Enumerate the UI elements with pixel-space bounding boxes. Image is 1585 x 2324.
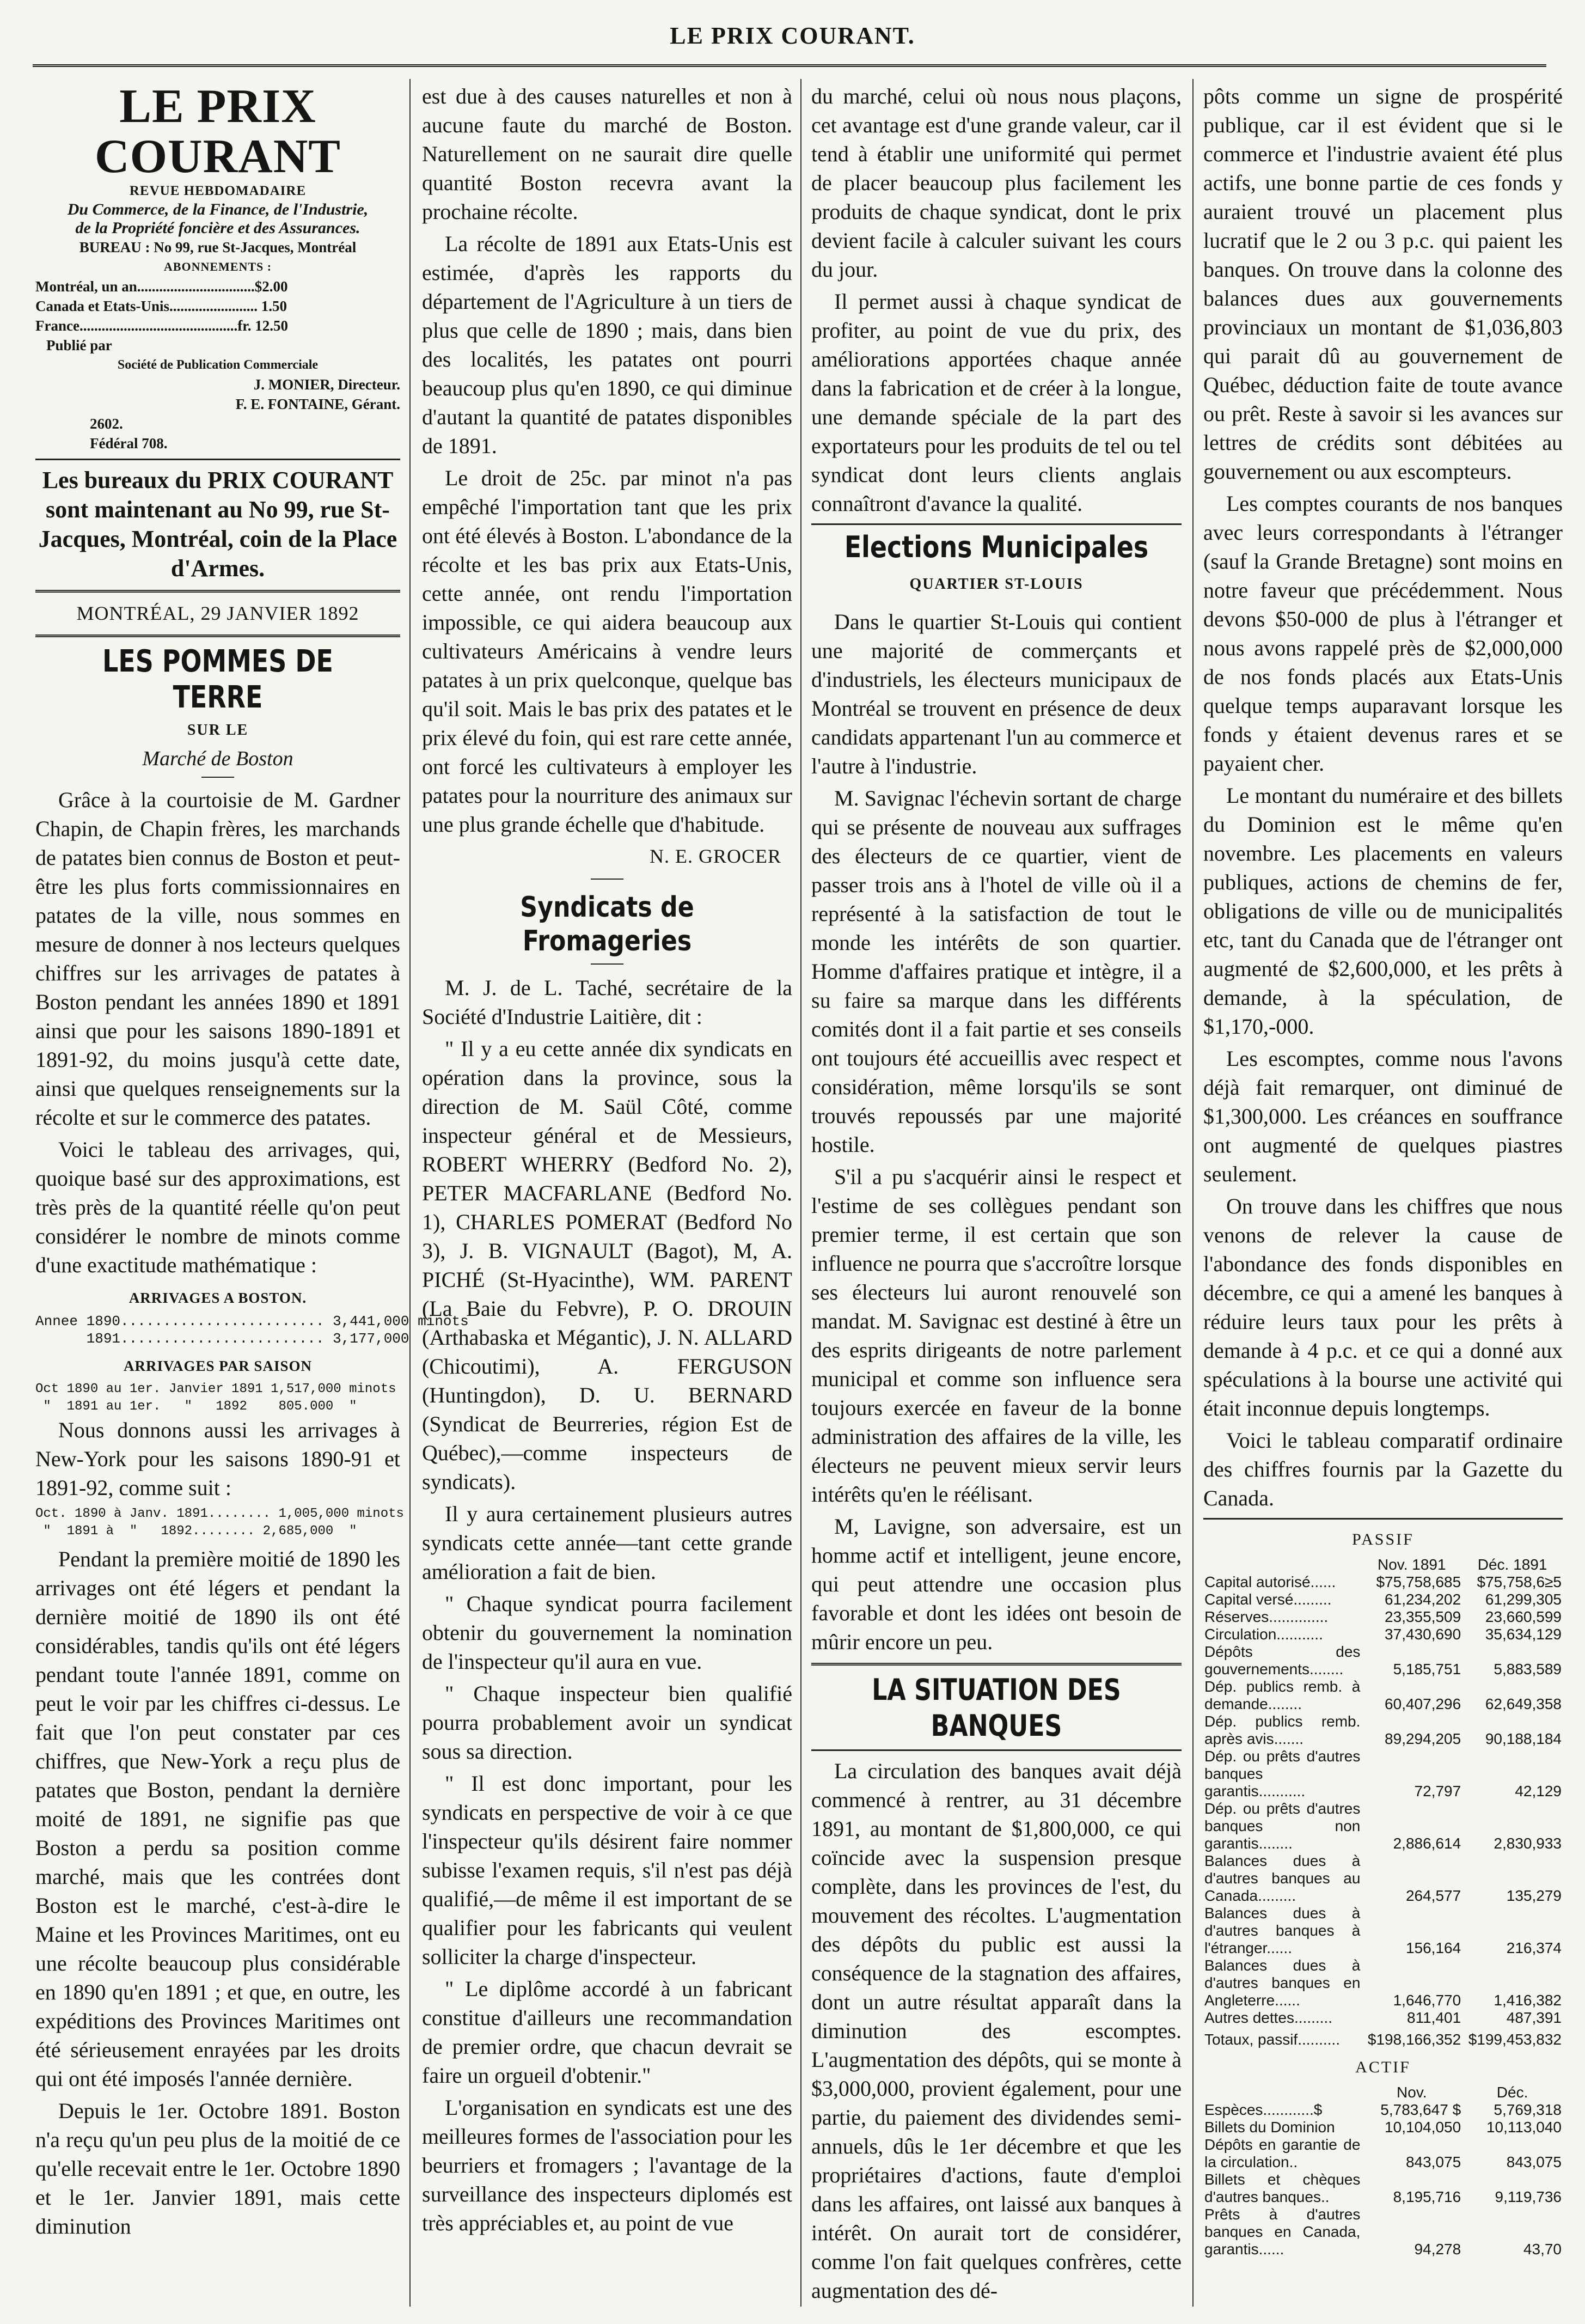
cell-value: 156,164	[1405, 1939, 1461, 1956]
paragraph: L'organisation en syndicats est une des meilleures formes de l'association pour les beurriers et fromagers ; l'avantage de la surveillance des inspecteurs diplomés est très appréciables et, au point de vue	[422, 2095, 792, 2235]
cell-value: 23,660,599	[1485, 1608, 1562, 1625]
paragraph: " Il est donc important, pour les syndicats en perspective de voir à ce que l'inspecteur qu'ils désirent faire nommer subisse l'examen requis, s'il n'est pas déjà qualifié,—de même il est important de se qualifier pour les fabricants qui veulent solliciter la charge d'inspecteur.	[422, 1771, 792, 1969]
article-title: LA SITUATION DES BANQUES	[872, 1673, 1121, 1743]
row-label: Balances dues à d'autres banques en Angleterre......	[1204, 1957, 1361, 2009]
column-divider	[409, 79, 411, 2307]
column-2	[422, 82, 792, 2304]
cell-value: 2,886,614	[1393, 1835, 1461, 1852]
paragraph: La circulation des banques avait déjà commencé à rentrer, au 31 décembre 1891, au montant de $1,800,000, ce qui coïncide avec la suspension presque complète, dans les provinces de l'est, du mouvement des récoltes. L'augmentation des dépôts du public est aussi la conséquence de la stagnation des affaires, dont un autre résultat apparaît dans la diminution des escomptes. L'augmentation des dépôts, qui se monte à $3,000,000, provient également, pour une partie, du paiement des dividendes semi-annuels, dûs le 1er décembre et que les propriétaires d'actions, faute d'emploi dans les affaires, ont laissé aux banques à intérêt. On aurait tort de considérer, comme l'on fait quelques confrères, cette augmentation des dé-	[811, 1759, 1182, 2303]
divider	[811, 1663, 1182, 1666]
table-row	[1203, 1573, 1563, 1591]
row-label: Prêts à d'autres banques en Canada, garantis......	[1204, 2206, 1361, 2258]
dateline: MONTRÉAL, 29 JANVIER 1892	[76, 602, 359, 624]
cell-value: 94,278	[1414, 2241, 1461, 2258]
table-header-row	[1203, 2084, 1563, 2101]
column-3	[811, 82, 1182, 2304]
publisher-label: Publié par	[46, 337, 112, 353]
paragraph: Le montant du numéraire et des billets du Dominion est le même qu'en novembre. Les placements en valeurs publiques, actions de chemins de fer, obligations de ville ou de municipalités etc, tant du Canada que de l'étranger ont augmenté de $2,600,000, et les prêts à demande, à la spéculation, de $1,170,-000.	[1203, 783, 1563, 1039]
column-divider	[800, 79, 801, 2307]
subscription-rate: Canada et Etats-Unis........................ 1.50	[35, 298, 287, 314]
row-label: Dép. ou prêts d'autres banques non garantis........	[1204, 1800, 1361, 1852]
row-label: Capital versé.........	[1204, 1591, 1332, 1608]
masthead-tagline: Du Commerce, de la Finance, de l'Industrie,	[67, 200, 369, 218]
row-label: Dép. publics remb. après avis.......	[1204, 1713, 1361, 1747]
row-label: Réserves..............	[1204, 1608, 1329, 1625]
director-name: J. MONIER, Directeur.	[253, 376, 400, 393]
paragraph: M. J. de L. Taché, secrétaire de la Société d'Industrie Laitière, dit :	[422, 975, 792, 1029]
paragraph: S'il a pu s'acquérir ainsi le respect et l'estime de ses collègues pendant son premier terme, il est certain que son influence ne pourra que s'accroître lorsque ses électeurs lui auront renouvelé son mandat. M. Savignac est destiné à être un des esprits dirigeants de notre parlement municipal et comme son influence sera toujours exercée en faveur de la bonne administration des affaires de la ville, les électeurs ne peuvent mieux servir leurs intérêts qu'en le réélisant.	[811, 1164, 1182, 1506]
table-row	[1203, 1852, 1563, 1905]
paragraph: On trouve dans les chiffres que nous venons de relever la cause de l'abondance des fonds disponibles en décembre, ce qui a amené les banques à réduire leurs taux pour les prêts à demande à 4 p.c. et ce qui a donné aux spéculations à la bourse une activité qui était inconnue depuis longtemps.	[1203, 1194, 1563, 1420]
cell-value: 43,70	[1523, 2241, 1562, 2258]
divider	[591, 879, 623, 880]
column-1	[35, 80, 469, 2304]
cell-value: 8,195,716	[1393, 2188, 1461, 2205]
cell-value: 89,294,205	[1385, 1730, 1461, 1747]
table-row	[1203, 2119, 1563, 2136]
paragraph: " Il y a eu cette année dix syndicats en opération dans la province, sous la direction de M. Saül Côté, comme inspecteur général et de Messieurs, ROBERT WHERRY (Bedford No. 2), PETER MACFARLANE (Bedford No. 1), CHARLES POMERAT (Bedford No 3), J. B. VIGNAULT (Bagot), M, A. PICHÉ (St-Hyacinthe), WM. PARENT (La Baie du Febvre), P. O. DROUIN (Arthabaska et Mégantic), J. N. ALLARD (Chicoutimi), A. FERGUSON (Huntingdon), D. U. BERNARD (Syndicat de Beurreries, région Est de Québec),—comme inspecteurs de syndicats).	[422, 1036, 792, 1494]
column-divider	[1192, 79, 1194, 2307]
cell-value: 37,430,690	[1385, 1626, 1461, 1643]
table-row	[1203, 1626, 1563, 1643]
top-rule	[33, 64, 1546, 67]
paragraph: La récolte de 1891 aux Etats-Unis est estimée, d'après les rapports du département de l'Agriculture à un tiers de plus que celle de 1890 ; mais, dans bien des localités, les patates ont pourri beaucoup plus qu'en 1890, ce qui diminue d'autant la quantité de patates disponibles de 1891.	[422, 231, 792, 458]
row-label: Capital autorisé......	[1204, 1573, 1336, 1590]
table-header-row	[1203, 1556, 1563, 1573]
table-heading: ARRIVAGES A BOSTON.	[128, 1290, 307, 1306]
paragraph: du marché, celui où nous nous plaçons, cet avantage est d'une grande valeur, car il tend à établir une uniformité qui permet de placer beaucoup plus facilement les produits de chaque syndicat, dont le prix devient facile à calculer suivant les cours du jour.	[811, 84, 1182, 282]
table-row: " 1891 au 1er. " 1892 805.000 "	[35, 1399, 357, 1414]
paragraph: Depuis le 1er. Octobre 1891. Boston n'a reçu qu'un peu plus de la moitié de ce qu'elle recevait entre le 1er. Octobre 1890 et le 1er. Janvier 1891, mais cette diminution	[35, 2099, 400, 2238]
masthead-subtitle: REVUE HEBDOMADAIRE	[129, 184, 307, 198]
divider	[591, 963, 623, 965]
paragraph: Grâce à la courtoisie de M. Gardner Chapin, de Chapin frères, les marchands de patates bien connus de Boston et peut-être les plus forts commissionnaires en patates de la ville, nous sommes en mesure de donner à nos lecteurs quelques chiffres sur les arrivages de patates à Boston pendant les années 1890 et 1891 ainsi que pour les saisons 1890-1891 et 1891-92, du moins jusqu'à cette date, ainsi que quelques renseignements sur la récolte et sur le commerce des patates.	[35, 788, 400, 1130]
total-label: Totaux, passif..........	[1204, 2031, 1340, 2048]
masthead-title: LE PRIX COURANT	[95, 80, 341, 183]
divider	[811, 1749, 1182, 1751]
paragraph: Pendant la première moitié de 1890 les arrivages ont été légers et pendant la dernière moitié de 1890 ils ont été considérables, tandis qu'ils ont été légers pendant toute l'année 1891, comme on peut le voir par les chiffres ci-dessus. Le fait que l'on peut constater par ces chiffres, que New-York a reçu plus de patates que Boston, pendant la dernière moité de 1891, ne signifie pas que Boston a perdu sa position comme marché, mais que les contrées dont Boston est le marché, c'est-à-dire le Maine et les Provinces Maritimes, ont eu une récolte beaucoup plus considérable en 1890 qu'en 1891 ; et que, en outre, les expéditions des Provinces Maritimes ont été sérieusement enrayées par les droits qui ont été imposés l'année dernière.	[35, 1547, 400, 2091]
paragraph: Les escomptes, comme nous l'avons déjà fait remarquer, ont diminué de $1,300,000. Les créances en souffrance ont augmenté de quelques piastres seulement.	[1203, 1046, 1563, 1186]
cell-value: 5,783,647 $	[1380, 2101, 1461, 2118]
cell-value: 72,797	[1414, 1783, 1461, 1800]
total-value: $198,166,352	[1367, 2031, 1461, 2048]
abonnements-label: ABONNEMENTS :	[163, 260, 272, 273]
cell-value: 10,113,040	[1486, 2119, 1562, 2136]
divider	[35, 590, 400, 593]
paragraph: " Le diplôme accordé à un fabricant constitue d'ailleurs une recommandation de premier ordre, que chacun devrait se faire un orgueil d'obtenir."	[422, 1977, 792, 2088]
row-label: Balances dues à d'autres banques à l'étranger......	[1204, 1905, 1361, 1956]
row-label: Dép. publics remb. à demande........	[1204, 1678, 1361, 1712]
table-row	[1203, 1957, 1563, 2009]
telephone-number: Fédéral 708.	[90, 435, 168, 452]
paragraph: Il y aura certainement plusieurs autres syndicats cette année—tant cette grande amélioration a fait de bien.	[422, 1502, 792, 1584]
article-title: LES POMMES DE TERRE	[102, 644, 333, 715]
cell-value: 843,075	[1405, 2154, 1461, 2170]
column-4	[1203, 82, 1563, 2304]
table-row: Annee 1890........................ 3,441,000 minots	[35, 1313, 469, 1329]
paragraph: Le droit de 25c. par minot n'a pas empêché l'importation tant que les prix ont été élevés à Boston. L'abondance de la récolte et les bas prix aux Etats-Unis, cette année, ont rendu l'importation impossible, ce qui aidera beaucoup aux cultivateurs Américains à vendre leurs patates à un prix quelconque, quelque bas qu'il soit. Mais le bas prix des patates et le prix élevé du foin, qui est rare cette année, ont forcé les cultivateurs à employer les patates pour la nourriture des animaux sur une plus grande échelle que d'habitude.	[422, 466, 792, 837]
table-row: " 1891 à " 1892........ 2,685,000 "	[35, 1524, 357, 1539]
cell-value: 487,391	[1506, 2009, 1562, 2026]
paragraph: M. Savignac l'échevin sortant de charge qui se présente de nouveau aux suffrages des électeurs de ce quartier, vient de passer trois ans à l'hotel de ville où il a représenté à la satisfaction de tout le monde les intérêts de son quartier. Homme d'affaires pratique et intègre, il a su faire sa marque dans les différents comités dont il a fait partie et ses conseils ont toujours été accueillis avec respect et considération, même lorsqu'ils se sont trouvés repoussés par une majorité hostile.	[811, 786, 1182, 1157]
row-label: Autres dettes.........	[1204, 2009, 1332, 2026]
article-title: Syndicats de Fromageries	[520, 891, 694, 957]
row-label: Espèces............$	[1204, 2101, 1323, 2118]
table-row	[1203, 1905, 1563, 1957]
office-notice: Les bureaux du PRIX COURANT sont maintenant au No 99, rue St-Jacques, Montréal, coin de la Place d'Armes.	[38, 467, 397, 582]
divider	[201, 777, 234, 778]
row-label: Dép. ou prêts d'autres banques garantis...........	[1204, 1748, 1361, 1800]
page-running-header: LE PRIX COURANT.	[670, 22, 915, 49]
cell-value: 2,830,933	[1494, 1835, 1562, 1852]
table-row	[1203, 2101, 1563, 2119]
column-header: Déc.	[1496, 2084, 1528, 2101]
actif-table	[1203, 2084, 1563, 2258]
table-row	[1203, 1643, 1563, 1678]
cell-value: $75,758,6≥5	[1477, 1573, 1562, 1590]
cell-value: 62,649,358	[1485, 1695, 1562, 1712]
divider	[35, 635, 400, 637]
paragraph: pôts comme un signe de prospérité publique, car il est évident que si le commerce et l'industrie avaient été plus actifs, une bonne partie de ces fonds y auraient trouvé un placement plus lucratif que le 2 ou 3 p.c. qui paient les banques. On trouve dans la colonne des balances dues aux gouvernements provinciaux un montant de $1,036,803 qui parait dû au gouvernement de Québec, déduction faite de toute avance ou prêt. Reste à savoir si les avances sur lettres de crédits sont débitées au gouvernement ou aux escompteurs.	[1203, 84, 1563, 484]
article-title: Elections Municipales	[844, 530, 1149, 564]
masthead-bureau: BUREAU : No 99, rue St-Jacques, Montréal	[79, 239, 357, 255]
cell-value: 5,185,751	[1393, 1661, 1461, 1678]
masthead-tagline: de la Propriété foncière et des Assurances.	[75, 219, 360, 237]
row-label: Billets du Dominion	[1204, 2119, 1335, 2136]
cell-value: 811,401	[1407, 2009, 1461, 2026]
table-row	[1203, 2206, 1563, 2258]
table-row	[1203, 1678, 1563, 1713]
cell-value: $75,758,685	[1376, 1573, 1461, 1590]
article-signature: N. E. GROCER	[649, 845, 781, 867]
row-label: Dépôts en garantie de la circulation..	[1204, 2136, 1361, 2170]
paragraph: est due à des causes naturelles et non à aucune faute du marché de Boston. Naturellement on ne saurait dire quelle quantité Boston recevra avant la prochaine récolte.	[422, 84, 792, 224]
divider	[811, 523, 1182, 525]
paragraph: " Chaque syndicat pourra facilement obtenir du gouvernement la nomination de l'inspecteur qu'il aura en vue.	[422, 1591, 792, 1674]
passif-table	[1203, 1556, 1563, 2048]
table-row	[1203, 1748, 1563, 1800]
publisher-name: Société de Publication Commerciale	[117, 358, 319, 372]
table-row	[1203, 2136, 1563, 2171]
row-label: Dépôts des gouvernements........	[1204, 1643, 1361, 1678]
article-subtitle: QUARTIER ST-LOUIS	[909, 576, 1084, 593]
table-row	[1203, 1713, 1563, 1748]
article-subtitle: Marché de Boston	[142, 747, 293, 770]
divider	[1203, 1518, 1563, 1520]
telephone-number: 2602.	[90, 416, 123, 432]
paragraph: " Chaque inspecteur bien qualifié pourra probablement avoir un syndicat sous sa direction.	[422, 1681, 792, 1764]
paragraph: Nous donnons aussi les arrivages à New-York pour les saisons 1890-91 et 1891-92, comme suit :	[35, 1418, 400, 1500]
paragraph: Voici le tableau des arrivages, qui, quoique basé sur des approximations, est très près de la quantité réelle qu'on peut considérer le nombre de minots comme d'une exactitude mathématique :	[35, 1137, 400, 1277]
table-row: Oct 1890 au 1er. Janvier 1891 1,517,000 minots	[35, 1382, 396, 1396]
table-row	[1203, 2009, 1563, 2027]
table-row: Oct. 1890 à Janv. 1891........ 1,005,000 minots	[35, 1506, 404, 1521]
row-label: Billets et chèques d'autres banques..	[1204, 2171, 1361, 2205]
cell-value: 135,279	[1506, 1887, 1562, 1904]
table-row	[1203, 1591, 1563, 1608]
paragraph: Il permet aussi à chaque syndicat de profiter, au point de vue du prix, des améliorations apportées chaque année dans la fabrication et de créer à la longue, une demande spéciale de la part des exportateurs pour les produits de tel ou tel syndicat dont leurs clients anglais connaîtront d'avance la qualité.	[811, 289, 1182, 516]
cell-value: 5,883,589	[1494, 1661, 1562, 1678]
manager-name: F. E. FONTAINE, Gérant.	[235, 396, 400, 412]
divider	[35, 459, 400, 460]
passif-title: PASSIF	[1352, 1530, 1414, 1548]
cell-value: 264,577	[1405, 1887, 1461, 1904]
column-header: Nov. 1891	[1378, 1556, 1446, 1573]
cell-value: 23,355,509	[1385, 1608, 1461, 1625]
cell-value: 9,119,736	[1495, 2188, 1562, 2205]
article-subtitle: SUR LE	[187, 722, 249, 739]
cell-value: 35,634,129	[1485, 1626, 1562, 1643]
subscription-rate: Montréal, un an................................$2.00	[35, 278, 288, 295]
cell-value: 216,374	[1506, 1939, 1562, 1956]
total-row	[1203, 2027, 1563, 2048]
subscription-rate: France...........................................fr. 12.50	[35, 318, 288, 334]
cell-value: 61,299,305	[1485, 1591, 1562, 1608]
actif-title: ACTIF	[1355, 2058, 1411, 2076]
column-header: Nov.	[1397, 2084, 1427, 2101]
paragraph: Dans le quartier St-Louis qui contient une majorité de commerçants et d'industriels, les électeurs municipaux de Montréal se trouvent en présence de deux candidats appartenant l'un au commerce et l'autre à l'industrie.	[811, 609, 1182, 778]
cell-value: 10,104,050	[1385, 2119, 1461, 2136]
cell-value: 5,769,318	[1494, 2101, 1562, 2118]
table-heading: ARRIVAGES PAR SAISON	[123, 1358, 313, 1374]
total-value: $199,453,832	[1468, 2031, 1562, 2048]
row-label: Circulation...........	[1204, 1626, 1323, 1643]
cell-value: 42,129	[1515, 1783, 1562, 1800]
cell-value: 60,407,296	[1385, 1695, 1461, 1712]
table-row	[1203, 1800, 1563, 1852]
row-label: Balances dues à d'autres banques au Canada.........	[1204, 1852, 1361, 1904]
column-header: Déc. 1891	[1477, 1556, 1547, 1573]
paragraph: Les comptes courants de nos banques avec leurs correspondants à l'étranger (sauf la Grande Bretagne) sont moins en notre faveur que précédemment. Nous devons $50-000 de plus à l'étranger et nous avons rappelé près de $2,000,000 de nos fonds placés aux Etats-Unis quelque temps auparavant lorsque les fonds y étaient devenus rares et se payaient cher.	[1203, 491, 1563, 776]
cell-value: 90,188,184	[1485, 1730, 1562, 1747]
cell-value: 1,416,382	[1494, 1992, 1562, 2009]
cell-value: 843,075	[1506, 2154, 1562, 2170]
table-row: 1891........................ 3,177,000	[35, 1331, 409, 1347]
paragraph: M, Lavigne, son adversaire, est un homme actif et intelligent, jeune encore, qui peut attendre une occasion plus favorable et dont les idées ont besoin de mûrir encore un peu.	[811, 1514, 1182, 1654]
cell-value: 1,646,770	[1393, 1992, 1461, 2009]
paragraph: Voici le tableau comparatif ordinaire des chiffres fournis par la Gazette du Canada.	[1203, 1428, 1563, 1510]
cell-value: 61,234,202	[1385, 1591, 1461, 1608]
table-row	[1203, 1608, 1563, 1626]
table-row	[1203, 2171, 1563, 2206]
